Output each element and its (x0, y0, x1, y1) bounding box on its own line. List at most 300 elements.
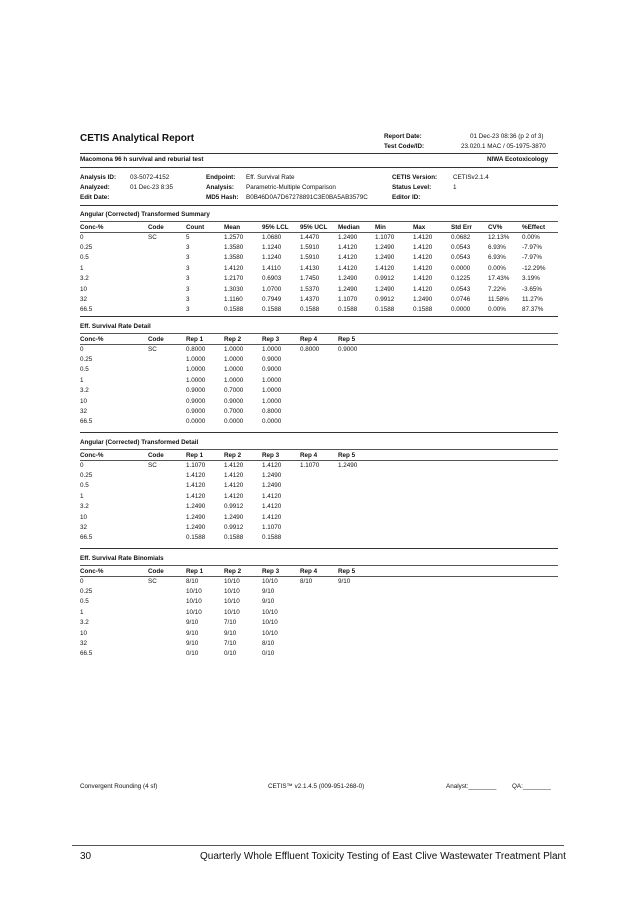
rate-detail-table (80, 334, 380, 427)
table-cell (338, 491, 380, 501)
status-level-label: Status Level: (392, 184, 432, 191)
table-cell: 0.6903 (262, 275, 282, 283)
column-header: 95% UCL (300, 223, 328, 231)
table-cell: 0.00% (522, 233, 540, 241)
table-cell (338, 512, 380, 522)
table-cell (338, 618, 380, 628)
table-cell (338, 375, 380, 385)
table-cell (338, 522, 380, 532)
table-cell: 3 (186, 285, 190, 293)
table-cell: 0.8000 (300, 345, 320, 353)
table-cell: 9/10 (186, 640, 199, 648)
table-cell: 1.1070 (375, 233, 395, 241)
column-header: Conc-% (80, 451, 104, 459)
table-cell: 1 (80, 376, 84, 384)
table-cell: 0.5 (80, 254, 89, 262)
table-cell: 10 (80, 397, 88, 405)
table-cell: 1.4120 (224, 264, 244, 272)
rate-detail-header-row (80, 334, 380, 344)
table-cell: 1.4120 (186, 472, 206, 480)
table-cell: 1.4120 (224, 472, 244, 480)
column-header: Rep 4 (300, 335, 318, 343)
table-cell: 1.3580 (224, 244, 244, 252)
table-cell: 0.1588 (375, 306, 395, 314)
table-cell: 1.2490 (186, 513, 206, 521)
table-cell: 6.93% (488, 244, 506, 252)
table-cell: 1.0000 (262, 397, 282, 405)
table-cell (338, 533, 380, 543)
table-cell: 1.0000 (224, 345, 244, 353)
table-cell (338, 607, 380, 617)
table-row (80, 274, 558, 284)
table-cell: 0.8000 (262, 408, 282, 416)
table-cell: 0/10 (262, 650, 275, 658)
table-cell: 6.93% (488, 254, 506, 262)
table-cell: 1.2490 (338, 233, 358, 241)
column-header: Code (148, 451, 164, 459)
table-cell: 1.2490 (262, 472, 282, 480)
table-row (80, 649, 380, 659)
table-row (80, 263, 558, 273)
binomials-table (80, 566, 380, 659)
table-cell: 1.0000 (262, 345, 282, 353)
table-cell (148, 649, 186, 659)
table-cell (148, 522, 186, 532)
table-cell (148, 607, 186, 617)
table-cell: 32 (80, 524, 88, 532)
column-header: Rep 5 (338, 567, 356, 575)
divider (80, 167, 558, 168)
angular-detail-header-row (80, 450, 380, 460)
table-row (80, 522, 380, 532)
table-cell: 1.1070 (338, 296, 358, 304)
column-header: Rep 2 (224, 335, 242, 343)
table-cell: 0.25 (80, 588, 93, 596)
column-header: Rep 3 (262, 451, 280, 459)
table-cell: -7.97% (522, 254, 542, 262)
table-cell: 1 (80, 264, 84, 272)
table-cell: 0.9912 (375, 296, 395, 304)
table-cell: 0.9000 (224, 397, 244, 405)
table-cell (300, 481, 338, 491)
divider (80, 232, 558, 233)
table-cell: 1.1240 (262, 244, 282, 252)
table-cell: 1.4120 (413, 233, 433, 241)
table-cell (338, 470, 380, 480)
analyzed-date: 01 Dec-23 8:35 (130, 184, 174, 191)
table-cell: 0.1588 (262, 534, 282, 542)
report-title: CETIS Analytical Report (80, 133, 195, 144)
table-cell (148, 396, 186, 406)
table-cell: 1.0000 (224, 366, 244, 374)
table-cell: 1.0000 (186, 366, 206, 374)
table-cell (148, 417, 186, 427)
table-cell: 1.7450 (300, 275, 320, 283)
table-row (80, 417, 380, 427)
table-cell: 0.7949 (262, 296, 282, 304)
table-cell: 10/10 (186, 588, 202, 596)
table-cell: 17.43% (488, 275, 510, 283)
table-row (80, 628, 380, 638)
table-cell: 1.0700 (262, 285, 282, 293)
table-cell: 0.0000 (451, 264, 471, 272)
table-cell: 1.4120 (338, 264, 358, 272)
divider (80, 576, 558, 577)
column-header: Rep 4 (300, 567, 318, 575)
table-cell: 1.1070 (262, 524, 282, 532)
angular-detail-body (80, 460, 380, 543)
table-cell: 1.4120 (338, 244, 358, 252)
table-cell (148, 491, 186, 501)
table-cell (300, 586, 338, 596)
table-row (80, 253, 558, 263)
table-cell: 0.1588 (186, 534, 206, 542)
table-cell (148, 406, 186, 416)
rate-detail-body (80, 344, 380, 427)
table-cell (338, 638, 380, 648)
table-cell: 0.9912 (375, 275, 395, 283)
table-cell: 11.27% (522, 296, 543, 304)
table-cell: 1.4120 (413, 244, 433, 252)
table-cell: 1.2490 (186, 524, 206, 532)
status-level: 1 (453, 184, 457, 191)
table-cell: 5 (186, 233, 190, 241)
column-header: Rep 1 (186, 451, 204, 459)
page-number: 30 (80, 851, 92, 862)
binomials-section-title: Eff. Survival Rate Binomials (80, 555, 164, 562)
binomials-body (80, 576, 380, 659)
column-header: Rep 2 (224, 451, 242, 459)
table-row (80, 618, 380, 628)
table-cell (148, 628, 186, 638)
table-cell (148, 284, 186, 294)
table-cell: 1.5910 (300, 254, 320, 262)
table-cell: 1.4120 (186, 492, 206, 500)
table-cell: 10 (80, 629, 88, 637)
column-header: Mean (224, 223, 241, 231)
table-cell: 1.2490 (262, 482, 282, 490)
table-cell (148, 305, 186, 315)
table-cell: 87.37% (522, 306, 544, 314)
table-cell: 10/10 (186, 598, 202, 606)
table-cell (300, 597, 338, 607)
column-header: Rep 2 (224, 567, 242, 575)
table-cell: 0.8000 (186, 345, 206, 353)
table-cell: 1.0000 (262, 387, 282, 395)
table-cell: 10/10 (262, 629, 278, 637)
table-cell: 10/10 (262, 577, 278, 585)
table-cell (148, 274, 186, 284)
column-header: Max (413, 223, 426, 231)
test-code: 23.020.1 MAC / 05-1975-3870 (461, 143, 546, 150)
table-cell: 1.4120 (186, 482, 206, 490)
report-date-label: Report Date: (384, 133, 422, 140)
table-cell (300, 649, 338, 659)
endpoint: Eff. Survival Rate (246, 174, 295, 181)
table-cell: 0 (80, 233, 84, 241)
column-header: Conc-% (80, 567, 104, 575)
table-cell (148, 502, 186, 512)
table-cell (338, 354, 380, 364)
table-cell: 0.0543 (451, 244, 471, 252)
table-cell: 0.5 (80, 366, 89, 374)
summary-body (80, 232, 558, 315)
table-row (80, 396, 380, 406)
table-cell: 3.2 (80, 275, 89, 283)
table-cell: 32 (80, 408, 88, 416)
table-cell: 0 (80, 577, 84, 585)
analysis-id-label: Analysis ID: (80, 174, 117, 181)
table-cell: 1.2490 (375, 285, 395, 293)
table-row (80, 491, 380, 501)
table-cell: 9/10 (262, 588, 275, 596)
table-cell: 3.2 (80, 387, 89, 395)
table-row (80, 512, 380, 522)
summary-header-row (80, 222, 558, 232)
table-row (80, 576, 380, 586)
table-cell: -3.65% (522, 285, 542, 293)
table-cell: 1.4120 (338, 254, 358, 262)
table-cell: 0.1588 (338, 306, 358, 314)
table-cell: 10/10 (186, 608, 202, 616)
column-header: Rep 1 (186, 335, 204, 343)
table-row (80, 607, 380, 617)
report-date: 01 Dec-23 08:36 (p 2 of 3) (470, 133, 544, 140)
table-cell: 1.1160 (224, 296, 243, 304)
column-header: Median (338, 223, 360, 231)
table-cell (148, 253, 186, 263)
table-cell: 0.1588 (413, 306, 433, 314)
table-cell (148, 597, 186, 607)
table-cell: 9/10 (186, 629, 199, 637)
table-cell (300, 491, 338, 501)
table-cell: 9/10 (224, 629, 237, 637)
table-cell: 10 (80, 513, 88, 521)
table-cell (300, 522, 338, 532)
table-cell: 0.25 (80, 472, 93, 480)
summary-section-title: Angular (Corrected) Transformed Summary (80, 211, 210, 218)
column-header: Count (186, 223, 205, 231)
table-cell: 10/10 (262, 608, 278, 616)
table-cell (148, 375, 186, 385)
table-row (80, 242, 558, 252)
table-cell: 1.0000 (262, 376, 282, 384)
divider (80, 344, 558, 345)
table-cell: 7.22% (488, 285, 506, 293)
table-cell: 9/10 (186, 619, 199, 627)
table-cell: 0.9912 (224, 524, 244, 532)
table-row (80, 386, 380, 396)
table-cell: 3.19% (522, 275, 540, 283)
table-cell (338, 502, 380, 512)
table-cell (338, 586, 380, 596)
table-cell (148, 470, 186, 480)
divider (80, 432, 558, 433)
table-cell: 8/10 (300, 577, 313, 585)
column-header: Code (148, 335, 164, 343)
analysis-method: Parametric-Multiple Comparison (246, 184, 336, 191)
table-cell: 9/10 (338, 577, 351, 585)
table-cell (300, 417, 338, 427)
table-cell: 7/10 (224, 640, 237, 648)
table-cell: 0.0000 (186, 418, 206, 426)
table-cell (300, 618, 338, 628)
table-cell: 0.9000 (262, 356, 282, 364)
table-cell (338, 649, 380, 659)
table-cell: SC (148, 461, 157, 469)
table-cell (300, 638, 338, 648)
table-cell: 0.1588 (300, 306, 320, 314)
table-cell: 0.9000 (338, 345, 358, 353)
table-cell: 1.4120 (413, 254, 433, 262)
table-cell: 0.7000 (224, 387, 244, 395)
table-cell: 66.5 (80, 306, 93, 314)
table-cell: 1 (80, 608, 84, 616)
table-cell: 1 (80, 492, 84, 500)
table-cell: 0/10 (186, 650, 199, 658)
table-cell: 0.1588 (224, 534, 244, 542)
page-footer-rule (72, 845, 564, 846)
table-cell (148, 386, 186, 396)
table-row (80, 638, 380, 648)
table-cell: 10/10 (224, 577, 240, 585)
table-cell: 1.4120 (262, 513, 282, 521)
divider (80, 205, 558, 206)
table-cell: 1.4370 (300, 296, 320, 304)
table-cell (338, 628, 380, 638)
table-cell: 1.4120 (224, 492, 244, 500)
table-cell (300, 533, 338, 543)
table-cell (300, 375, 338, 385)
table-cell: 0.0000 (451, 306, 471, 314)
table-row (80, 470, 380, 480)
angular-detail-table (80, 450, 380, 543)
table-cell: 3.2 (80, 619, 89, 627)
table-cell: 1.1070 (186, 461, 206, 469)
table-cell: 1.0000 (224, 376, 244, 384)
divider (80, 548, 558, 549)
table-cell: 1.0000 (186, 356, 206, 364)
table-cell: 32 (80, 640, 88, 648)
md5-hash: B0B46D0A7D67278891C3E0BA5AB3579C (246, 194, 368, 201)
column-header: Rep 1 (186, 567, 204, 575)
table-cell: SC (148, 233, 157, 241)
table-cell: -7.97% (522, 244, 542, 252)
table-cell: 0.5 (80, 482, 89, 490)
table-cell (300, 386, 338, 396)
table-cell: 3 (186, 296, 190, 304)
table-cell: 1.5370 (300, 285, 320, 293)
table-cell (148, 586, 186, 596)
table-cell (338, 417, 380, 427)
table-cell (148, 481, 186, 491)
analysis-label: Analysis: (206, 184, 234, 191)
table-cell (338, 386, 380, 396)
table-cell (148, 533, 186, 543)
table-cell: 10/10 (224, 588, 240, 596)
editor-id-label: Editor ID: (392, 194, 421, 201)
table-cell (338, 597, 380, 607)
table-row (80, 481, 380, 491)
cetis-version: CETISv2.1.4 (453, 174, 489, 181)
table-row (80, 597, 380, 607)
table-row (80, 533, 380, 543)
table-cell: 0.0000 (224, 418, 244, 426)
table-cell (300, 354, 338, 364)
table-row (80, 365, 380, 375)
test-code-label: Test Code/ID: (384, 143, 425, 150)
table-cell (148, 638, 186, 648)
table-cell: 1.4120 (262, 461, 282, 469)
table-row (80, 294, 558, 304)
column-header: Min (375, 223, 386, 231)
analyst-signature-field: Analyst:________ (446, 783, 497, 790)
table-cell: 0.25 (80, 244, 93, 252)
table-row (80, 375, 380, 385)
table-row (80, 586, 380, 596)
table-cell: 3.2 (80, 503, 89, 511)
table-cell (300, 512, 338, 522)
table-cell: 8/10 (262, 640, 275, 648)
table-cell: 0.0543 (451, 285, 471, 293)
table-cell: 1.0000 (186, 376, 206, 384)
table-cell: 0.9912 (224, 503, 244, 511)
endpoint-label: Endpoint: (206, 174, 236, 181)
table-cell: 7/10 (224, 619, 237, 627)
table-cell: 0.0000 (262, 418, 282, 426)
table-cell: 0.9000 (186, 408, 206, 416)
table-cell: 12.13% (488, 233, 510, 241)
table-cell: 9/10 (262, 598, 275, 606)
column-header: Code (148, 567, 164, 575)
table-cell: 1.2490 (375, 244, 395, 252)
table-cell: SC (148, 345, 157, 353)
table-cell (338, 481, 380, 491)
document-title: Quarterly Whole Effluent Toxicity Testing of East Clive Wastewater Treatment Plant (200, 851, 566, 862)
table-cell: 0.5 (80, 598, 89, 606)
column-header: Rep 3 (262, 335, 280, 343)
table-cell: 1.2490 (375, 254, 395, 262)
table-cell: 0 (80, 345, 84, 353)
table-cell (148, 512, 186, 522)
table-cell: 1.4120 (262, 503, 282, 511)
table-cell: 10/10 (224, 598, 240, 606)
table-cell (300, 365, 338, 375)
software-version: CETIS™ v2.1.4.5 (009-951-268-0) (268, 783, 365, 790)
column-header: Code (148, 223, 164, 231)
table-cell: 1.4470 (300, 233, 320, 241)
table-cell: 0.0682 (451, 233, 471, 241)
table-cell (300, 502, 338, 512)
table-row (80, 406, 380, 416)
table-cell (338, 365, 380, 375)
column-header: Rep 5 (338, 335, 356, 343)
table-cell: 3 (186, 306, 190, 314)
table-cell (148, 294, 186, 304)
table-cell: 11.58% (488, 296, 509, 304)
column-header: 95% LCL (262, 223, 289, 231)
table-cell: 1.0680 (262, 233, 282, 241)
md5-label: MD5 Hash: (206, 194, 239, 201)
table-cell: 1.4130 (300, 264, 320, 272)
table-cell (148, 618, 186, 628)
table-row (80, 502, 380, 512)
table-cell (148, 354, 186, 364)
table-cell: 1.4120 (413, 264, 433, 272)
table-cell: 1.3580 (224, 254, 244, 262)
table-cell: 1.4120 (262, 492, 282, 500)
table-cell: 1.1070 (300, 461, 320, 469)
